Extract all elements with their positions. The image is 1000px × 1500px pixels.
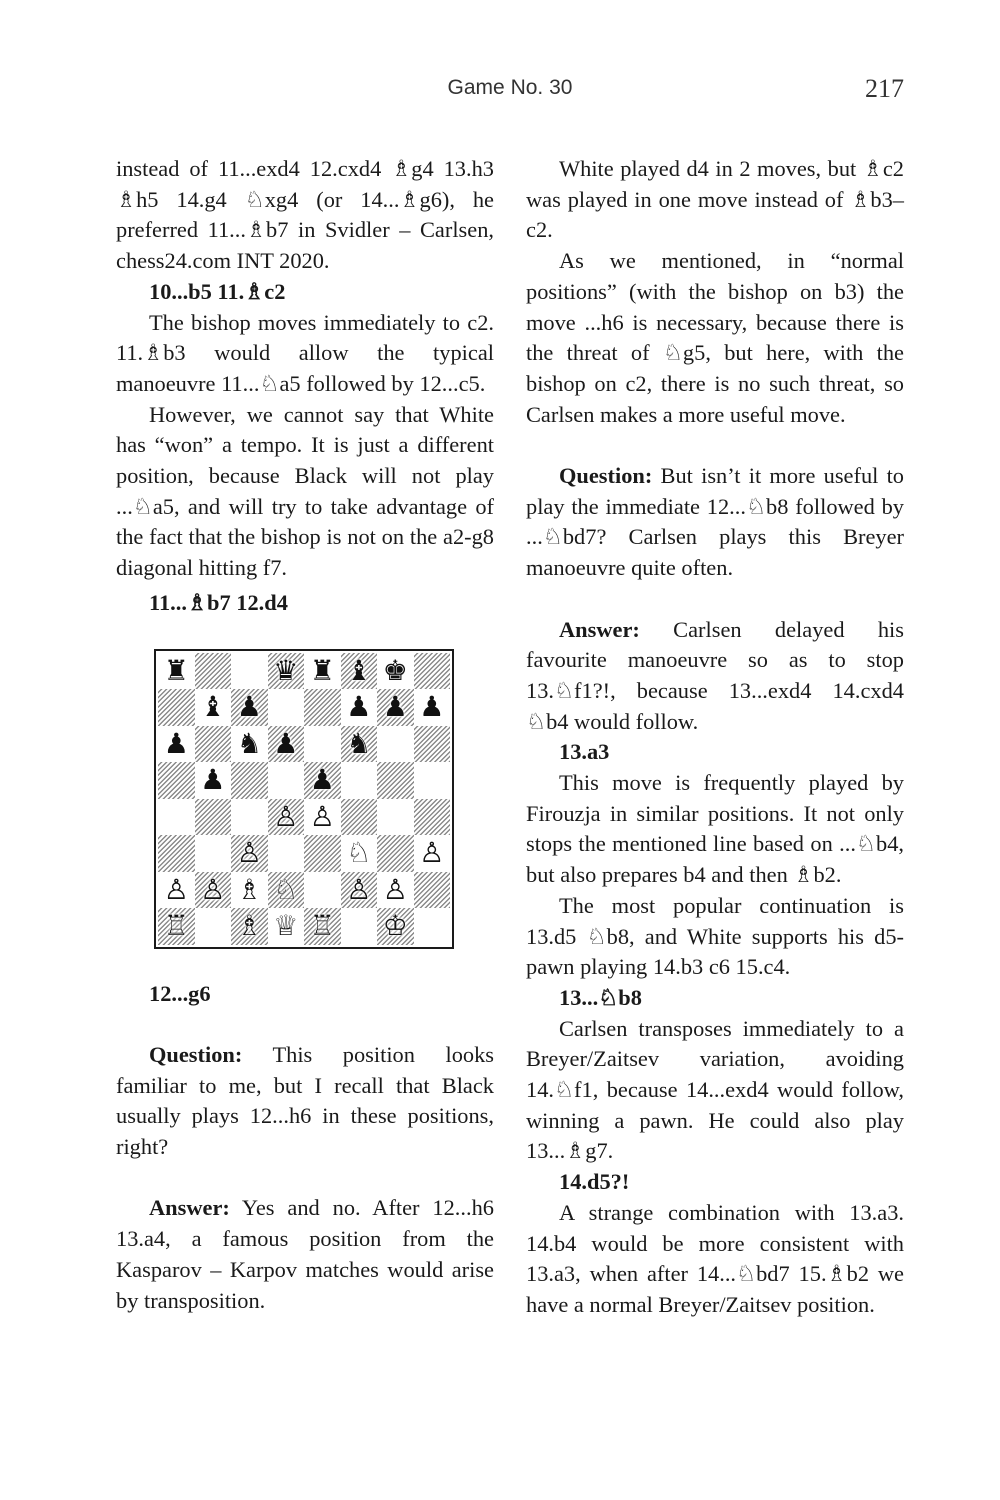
board-square-c3 [231, 835, 268, 872]
chess-piece: ♟ [382, 690, 408, 724]
chess-piece: ♛ [273, 653, 299, 687]
board-square-d8 [268, 653, 305, 690]
board-square-h6 [414, 726, 451, 763]
board-square-g3 [377, 835, 414, 872]
board-square-e4 [304, 799, 341, 836]
right-column [526, 154, 904, 1321]
board-square-e3 [304, 835, 341, 872]
board-square-a6 [158, 726, 195, 763]
board-square-e2 [304, 872, 341, 909]
board-square-g1 [377, 908, 414, 945]
chess-piece: ♙ [200, 872, 226, 906]
board-square-b5 [195, 762, 232, 799]
answer-text: Yes and no. After 12...h6 13.a4, a famous position from the Kasparov – Karpov matches would arise by transposition. [116, 1195, 494, 1313]
board-square-c5 [231, 762, 268, 799]
running-head [0, 74, 1000, 106]
chess-piece: ♘ [346, 836, 372, 870]
chess-piece: ♙ [273, 799, 299, 833]
board-square-g7 [377, 689, 414, 726]
paragraph: This move is frequently played by Firouzja in similar positions. It not only stops the mentioned line based on ...♘b4, but also prepares b4 and then ♗b2. [526, 770, 904, 888]
chess-board [154, 649, 454, 949]
board-square-a8 [158, 653, 195, 690]
board-square-c1 [231, 908, 268, 945]
board-square-e7 [304, 689, 341, 726]
move-heading: 14.d5?! [559, 1169, 630, 1195]
question-label: Question: [559, 463, 653, 489]
board-square-a1 [158, 908, 195, 945]
move-heading: 10...b5 11.♗c2 [149, 278, 286, 304]
board-square-b4 [195, 799, 232, 836]
paragraph: Carlsen transposes immediately to a Breyer/Zaitsev variation, avoiding 14.♘f1, because 14...exd4 would follow, winning a pawn. He could also play 13...♗g7. [526, 1015, 904, 1164]
chess-piece: ♙ [419, 836, 445, 870]
chess-piece: ♘ [273, 872, 299, 906]
chess-piece: ♙ [382, 872, 408, 906]
board-square-h7 [414, 689, 451, 726]
paragraph: As we mentioned, in “normal positions” (with the bishop on b3) the move ...h6 is necessary, because there is the threat of ♘g5, but here, with the bishop on c2, there is no such threat, so Carlsen makes a more useful move. [526, 248, 904, 427]
chess-piece: ♙ [346, 872, 372, 906]
board-square-h4 [414, 799, 451, 836]
board-square-d7 [268, 689, 305, 726]
chess-piece: ♚ [382, 653, 408, 687]
move-heading: 12...g6 [149, 980, 211, 1006]
paragraph: instead of 11...exd4 12.cxd4 ♗g4 13.h3 ♗h5 14.g4 ♘xg4 (or 14...♗g6), he preferred 11...♗b7 in Svidler – Carlsen, chess24.com INT 2020. [116, 156, 494, 274]
board-square-d1 [268, 908, 305, 945]
board-square-h1 [414, 908, 451, 945]
chess-piece: ♟ [200, 763, 226, 797]
answer-text: Carlsen delayed his favourite manoeuvre so as to stop 13.♘f1?!, because 13...exd4 14.cxd4 ♘b4 would follow. [526, 616, 904, 734]
board-square-f5 [341, 762, 378, 799]
chess-piece: ♞ [236, 726, 262, 760]
chess-piece: ♜ [309, 653, 335, 687]
paragraph: The most popular continuation is 13.d5 ♘b8, and White supports his d5-pawn playing 14.b3 c6 15.c4. [526, 892, 904, 980]
chess-piece: ♞ [346, 726, 372, 760]
chess-piece: ♝ [346, 653, 372, 687]
board-square-h5 [414, 762, 451, 799]
board-square-e5 [304, 762, 341, 799]
board-square-a7 [158, 689, 195, 726]
left-column [116, 154, 494, 1316]
paragraph: A strange combination with 13.a3. 14.b4 would be more consistent with 13.a3, when after 14...♘bd7 15.♗b2 we have a normal Breyer/Zaitsev position. [526, 1199, 904, 1317]
board-square-b6 [195, 726, 232, 763]
board-square-f6 [341, 726, 378, 763]
board-square-d3 [268, 835, 305, 872]
board-square-c2 [231, 872, 268, 909]
answer-paragraph [526, 615, 904, 738]
chess-piece: ♜ [163, 653, 189, 687]
answer-paragraph [116, 1193, 494, 1316]
board-square-g5 [377, 762, 414, 799]
board-square-g6 [377, 726, 414, 763]
board-square-f1 [341, 908, 378, 945]
paragraph: The bishop moves immediately to c2. 11.♗b3 would allow the typical manoeuvre 11...♘a5 followed by 12...c5. [116, 309, 494, 396]
question-paragraph [526, 461, 904, 584]
board-square-c8 [231, 653, 268, 690]
board-square-h8 [414, 653, 451, 690]
board-square-h3 [414, 835, 451, 872]
board-square-c7 [231, 689, 268, 726]
chess-piece: ♖ [309, 909, 335, 943]
board-square-e8 [304, 653, 341, 690]
board-square-d5 [268, 762, 305, 799]
board-square-g4 [377, 799, 414, 836]
question-text: This position looks familiar to me, but I recall that Black usually plays 12...h6 in these positions, right? [116, 1041, 494, 1160]
paragraph: However, we cannot say that White has “won” a tempo. It is just a different position, because Black will not play ...♘a5, and will try to take advantage of the fact that the bishop is not on the a2-g8 diagonal hitting f7. [116, 401, 494, 581]
chess-piece: ♟ [236, 690, 262, 724]
chess-diagram [154, 649, 454, 949]
chess-piece: ♗ [236, 872, 262, 906]
chess-piece: ♕ [273, 909, 299, 943]
board-square-e6 [304, 726, 341, 763]
board-square-f3 [341, 835, 378, 872]
board-square-f4 [341, 799, 378, 836]
move-heading: 13...♘b8 [559, 984, 642, 1010]
chess-piece: ♟ [346, 690, 372, 724]
answer-label: Answer: [149, 1195, 230, 1221]
board-square-b7 [195, 689, 232, 726]
chess-piece: ♟ [273, 726, 299, 760]
board-square-f2 [341, 872, 378, 909]
chess-piece: ♟ [309, 763, 335, 797]
board-square-a2 [158, 872, 195, 909]
board-square-h2 [414, 872, 451, 909]
board-square-b2 [195, 872, 232, 909]
answer-label: Answer: [559, 616, 640, 642]
chess-piece: ♔ [382, 909, 408, 943]
board-square-f7 [341, 689, 378, 726]
board-square-g2 [377, 872, 414, 909]
chess-piece: ♗ [236, 909, 262, 943]
board-square-c4 [231, 799, 268, 836]
board-square-b1 [195, 908, 232, 945]
question-text: But isn’t it more useful to play the immediate 12...♘b8 followed by ...♘bd7? Carlsen plays this Breyer manoeuvre quite often. [526, 463, 904, 581]
running-title: Game No. 30 [447, 76, 573, 99]
question-label: Question: [149, 1041, 243, 1067]
page-number: 217 [865, 74, 904, 103]
paragraph: White played d4 in 2 moves, but ♗c2 was played in one move instead of ♗b3–c2. [526, 156, 904, 243]
chess-piece: ♖ [163, 909, 189, 943]
question-paragraph [116, 1040, 494, 1163]
board-square-a5 [158, 762, 195, 799]
board-square-d6 [268, 726, 305, 763]
chess-piece: ♙ [236, 836, 262, 870]
board-square-a4 [158, 799, 195, 836]
chess-piece: ♙ [163, 872, 189, 906]
board-square-b3 [195, 835, 232, 872]
chess-piece: ♙ [309, 799, 335, 833]
chess-piece: ♝ [200, 690, 226, 724]
board-square-a3 [158, 835, 195, 872]
board-square-c6 [231, 726, 268, 763]
board-square-d4 [268, 799, 305, 836]
move-heading: 13.a3 [559, 739, 610, 765]
board-square-d2 [268, 872, 305, 909]
board-square-f8 [341, 653, 378, 690]
chess-piece: ♟ [163, 726, 189, 760]
chess-piece: ♟ [419, 690, 445, 724]
move-heading: 11...♗b7 12.d4 [149, 589, 288, 615]
board-square-e1 [304, 908, 341, 945]
board-square-g8 [377, 653, 414, 690]
board-square-b8 [195, 653, 232, 690]
